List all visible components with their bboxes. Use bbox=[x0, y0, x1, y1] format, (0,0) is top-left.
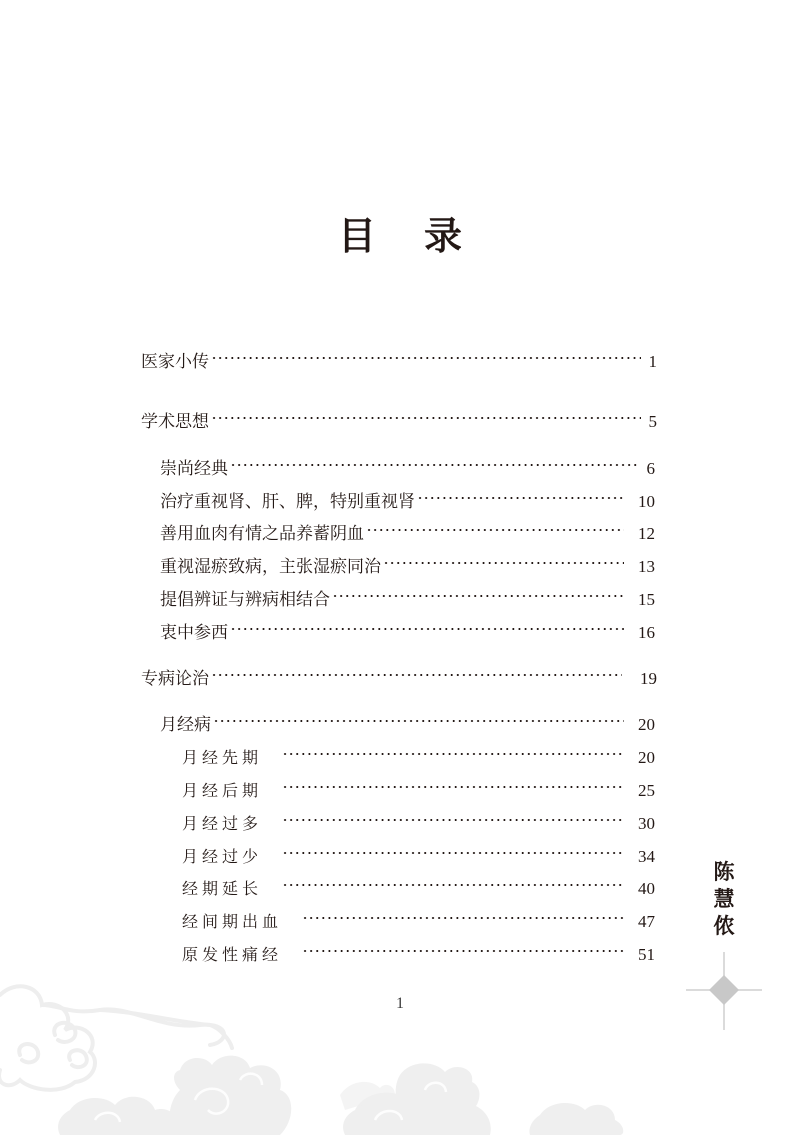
page-title-char-1: 目 bbox=[337, 213, 376, 258]
toc-entry[interactable] bbox=[182, 901, 655, 931]
toc-entry-title: 月经病 bbox=[160, 715, 211, 735]
toc-entry-page: 34 bbox=[638, 847, 655, 866]
toc-entry-page: 25 bbox=[638, 781, 655, 800]
toc-entry-title: 重视湿瘀致病，主张湿瘀同治 bbox=[160, 557, 381, 577]
toc-entry[interactable] bbox=[182, 934, 655, 964]
page-number: 1 bbox=[396, 995, 404, 1012]
author-name-vertical bbox=[706, 858, 742, 939]
toc-entry[interactable] bbox=[182, 737, 655, 767]
toc-entry[interactable] bbox=[160, 612, 655, 643]
dot-leader bbox=[211, 341, 641, 367]
toc-entry-page: 10 bbox=[638, 492, 655, 511]
toc-entry-page: 15 bbox=[638, 590, 655, 609]
toc-entry-title: 原发性痛经 bbox=[182, 945, 283, 964]
dot-leader bbox=[282, 770, 624, 796]
toc-entry-title: 崇尚经典 bbox=[160, 459, 228, 479]
toc-entry-title: 专病论治 bbox=[141, 669, 209, 689]
dot-leader bbox=[211, 401, 641, 427]
toc-entry-page: 51 bbox=[638, 945, 655, 964]
dot-leader bbox=[282, 836, 624, 862]
toc-entry-title: 医家小传 bbox=[141, 352, 209, 372]
author-char: 陈 bbox=[713, 859, 735, 884]
page-title bbox=[0, 205, 800, 260]
toc-entry-page: 1 bbox=[648, 352, 657, 371]
toc-entry-title: 月经后期 bbox=[182, 781, 263, 800]
dot-leader bbox=[282, 868, 624, 894]
dot-leader bbox=[211, 658, 622, 684]
toc-entry-title: 治疗重视肾、肝、脾，特别重视肾 bbox=[160, 492, 415, 512]
toc-entry[interactable] bbox=[160, 579, 655, 610]
dot-leader bbox=[213, 704, 624, 730]
dot-leader bbox=[302, 934, 624, 960]
dot-leader bbox=[383, 546, 624, 572]
page-title-char-2: 录 bbox=[424, 213, 463, 258]
toc-entry-title: 经期延长 bbox=[182, 879, 263, 898]
toc-entry[interactable] bbox=[141, 401, 657, 432]
dot-leader bbox=[417, 481, 624, 507]
toc-entry[interactable] bbox=[182, 770, 655, 800]
toc-entry-title: 提倡辨证与辨病相结合 bbox=[160, 590, 330, 610]
toc-entry-page: 5 bbox=[648, 412, 657, 431]
toc-entry-title: 经间期出血 bbox=[182, 912, 283, 931]
dot-leader bbox=[282, 737, 624, 763]
toc-entry-title: 善用血肉有情之品养蓄阴血 bbox=[160, 524, 364, 544]
dot-leader bbox=[230, 448, 639, 474]
dot-leader bbox=[282, 803, 624, 829]
toc-entry[interactable] bbox=[182, 803, 655, 833]
toc-entry[interactable] bbox=[141, 341, 657, 372]
toc-entry-page: 20 bbox=[638, 748, 655, 767]
toc-entry-page: 16 bbox=[638, 623, 655, 642]
toc-entry-title: 月经先期 bbox=[182, 748, 263, 767]
toc-entry[interactable] bbox=[182, 836, 655, 866]
toc-entry-title: 月经过多 bbox=[182, 814, 263, 833]
toc-entry-page: 12 bbox=[638, 524, 655, 543]
dot-leader bbox=[366, 513, 624, 539]
toc-entry[interactable] bbox=[141, 658, 657, 689]
author-char: 慧 bbox=[713, 886, 735, 911]
toc-entry-page: 30 bbox=[638, 814, 655, 833]
toc-entry-page: 47 bbox=[638, 912, 655, 931]
toc-entry[interactable] bbox=[160, 546, 655, 577]
toc-entry-page: 6 bbox=[646, 459, 655, 478]
toc-entry[interactable] bbox=[160, 448, 655, 479]
toc-entry-page: 40 bbox=[638, 879, 655, 898]
toc-entry[interactable] bbox=[182, 868, 655, 898]
toc-entry-page: 19 bbox=[640, 669, 657, 688]
toc-entry[interactable] bbox=[160, 704, 655, 735]
toc-entry-page: 13 bbox=[638, 557, 655, 576]
dot-leader bbox=[230, 612, 624, 638]
toc-entry[interactable] bbox=[160, 481, 655, 512]
dot-leader bbox=[302, 901, 624, 927]
toc-entry-title: 衷中参西 bbox=[160, 623, 228, 643]
cloud-pattern-decoration-icon bbox=[0, 960, 800, 1135]
toc-entry-title: 月经过少 bbox=[182, 847, 263, 866]
dot-leader bbox=[332, 579, 624, 605]
toc-entry-title: 学术思想 bbox=[141, 412, 209, 432]
author-char: 侬 bbox=[713, 913, 735, 938]
toc-entry-page: 20 bbox=[638, 715, 655, 734]
toc-entry[interactable] bbox=[160, 513, 655, 544]
